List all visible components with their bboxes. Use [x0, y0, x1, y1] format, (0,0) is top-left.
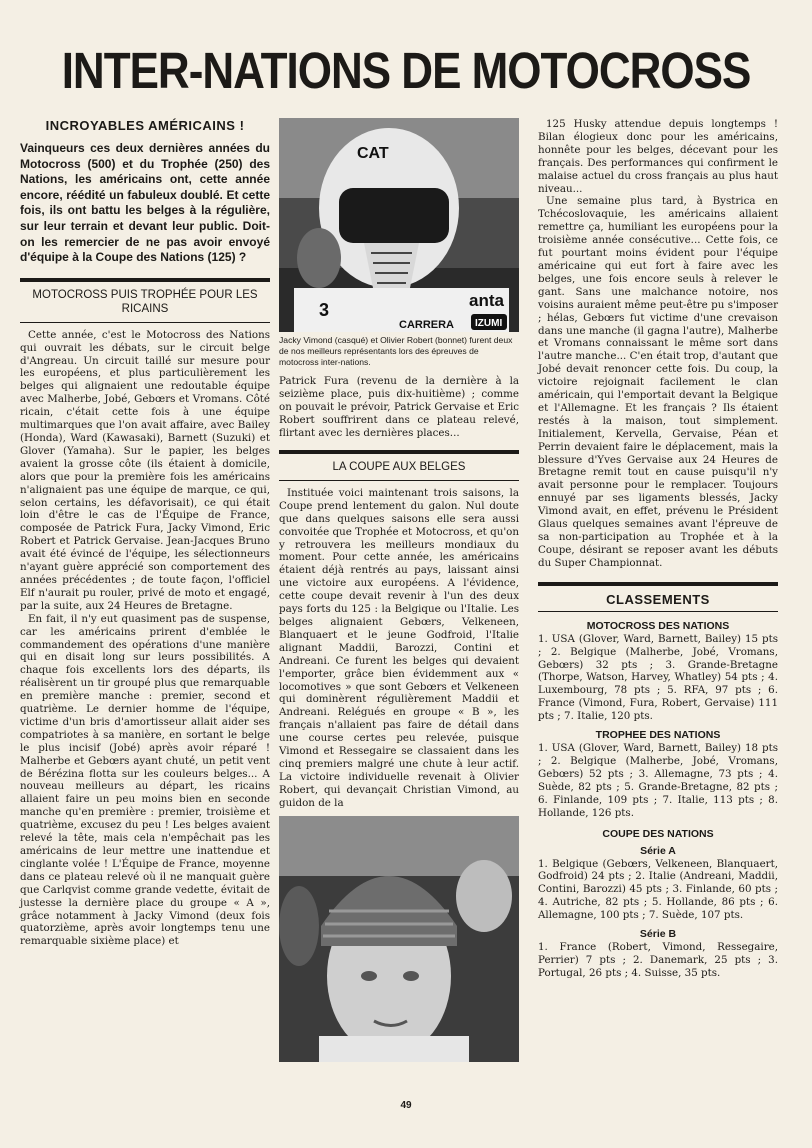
- article-body-col2: [279, 487, 519, 810]
- photo-caption: Jacky Vimond (casqué) et Olivier Robert (bonnet) furent deux de nos meilleurs représentants lors des épreuves de motocross inter-nations.: [279, 335, 513, 367]
- lead-heading: INCROYABLES AMÉRICAINS !: [45, 118, 245, 133]
- article-body-col3: [538, 118, 778, 570]
- lead-paragraph: Vainqueurs ces deux dernières années du Motocross (500) et du Trophée (250) des Nations, les américains ont, cette année encore, réédité un fabuleux doublé. Et cette fois, ils ont battu les belges à la régulière, sur leur terrain et devant leur public. Doit-on les remercier de ne pas avoir envoyé d'équipe à la Coupe des Nations (125) ?: [20, 141, 270, 265]
- body-paragraph: Une semaine plus tard, à Bystrica en Tchécoslovaquie, les américains allaient remettre ça, humiliant les européens pour la troisième année consécutive... Cette fois, ce fut pourtant moins évident pour l'équipe américaine qui eut fort à faire avec les belges, une fois encore seuls à relever le gant. Sans une malchance notoire, nos voisins auraient même peut-être pu s'imposer ; hélas, Gebœrs fut victime d'une crevaison dans une manche (il gagna l'autre), Malherbe et Vromans connaissant le même sort dans l'autre manche... C'en était trop, d'autant que Jobé devait renoncer cette fois. Du coup, la victoire rejoignait facilement le clan américain, qui l'emportait devant la Belgique et l'Allemagne. Et les français ? Ils étaient restés à la maison, tout simplement. Initialement, Kervella, Gervaise, Péan et Perrin devaient faire le déplacement, mais la blessure d'Yves Gervaise aux 24 Heures de Bretagne remit tout en cause puisqu'il n'y avait personne pour le remplacer. Toujours ennuyé par ses ligaments blessés, Jacky Vimond avait, en effet, prévenu le Président Glaus quelques semaines avant l'épreuve de sa non-participation au Trophée et à la Coupe, désirant se reposer avant les débuts du Super Championnat.: [538, 195, 778, 569]
- classements-heading: CLASSEMENTS: [606, 591, 710, 607]
- article-body-col1: [20, 329, 270, 949]
- sponsor-text: IZUMI: [475, 318, 503, 329]
- photo-helmet-rider: [279, 118, 519, 332]
- body-paragraph: Instituée voici maintenant trois saisons, la Coupe prend lentement du galon. Nul doute que dans quelques saisons elle sera aussi convoitée que Trophée et Motocross, et qu'on y retrouvera les meilleurs mondiaux du moment. Pour cette année, les américains étaient déjà rentrés au pays, laissant ainsi une victoire aux européens. A l'évidence, cette coupe devait revenir à l'un des deux pays forts du 125 : la Belgique ou l'Italie. Les belges alignaient Gebœrs, Velkeneen, Blanquaert et le jeune Godfroid, l'Italie alignant Maddii, Barozzi, Contini et Andreani. Ce furent les belges qui devaient l'emporter, grâce bien évidemment aux « locomotives » que sont Gebœrs et Velkeneen qui dominèrent régulièrement Maddii et Andreani. Relégués en groupe « B », les français n'allaient pas faire de détail dans une course certes peu relevée, puisque Vimond et Ressegaire se classaient dans les cinq premiers malgré une chute à leur actif. La victoire individuelle revenait à Olivier Robert, qui devançait Christian Vimond, au guidon de la: [279, 486, 519, 809]
- results-heading-trophee: TROPHEE DES NATIONS: [595, 729, 721, 742]
- body-paragraph: Patrick Fura (revenu de la dernière à la seizième place, puis dix-huitième) ; comme on pouvait le prévoir, Patrick Gervaise et Eric Robert souffrirent dans ce plateau relevé, flirtant avec les dernières places...: [279, 375, 519, 440]
- body-paragraph: En fait, il n'y eut quasiment pas de suspense, car les américains prirent d'emblée le commandement des opérations d'une manière qui en disait long sur leurs possibilités. A chaque fois excellents lors des départs, ils réalisèrent un tir groupé plus que remarquable en première manche : premier, second et quatrième. Le dernier homme de l'équipe, victime d'un bris d'amortisseur allait aider ses compatriotes à sa manière, en sortant le belge le plus incisif (Jobé) après avoir réparé ! Malherbe et Gebœrs ayant chuté, un petit vent de Bérézina flotta sur les couleurs belges... A nouveau meilleurs au départ, les ricains allaient faire un peu moins bien en seconde manche qu'en première : premier, troisième et quatrième, excusez du peu ! Les belges avaient relevé la tête, mais cela n'empêchait pas les américains de leur mettre une inattendue et cinglante volée ! L'Équipe de France, moyenne dans ce plateau relevé où il ne manquait guère que Carlqvist comme grande vedette, évitait de justesse la dernière place du groupe « A », grâce notamment à Jacky Vimond (deux fois quatorzième, après avoir longtemps tenu une remarquable sixième place) et: [20, 612, 270, 948]
- results-motocross: 1. USA (Glover, Ward, Barnett, Bailey) 15 pts ; 2. Belgique (Malherbe, Jobé, Vromans, Gebœrs) 32 pts ; 3. Grande-Bretagne (Thorpe, Watson, Harvey, Whatley) 54 pts ; 4. Luxembourg, 78 pts ; 5. RFA, 97 pts ; 6. France (Vimond, Fura, Robert, Gervaise) 111 pts ; 7. Italie, 120 pts.: [538, 632, 778, 723]
- page-title: INTER-NATIONS DE MOTOCROSS: [61, 43, 751, 100]
- results-heading-coupe: COUPE DES NATIONS: [602, 827, 714, 840]
- photo-beanie-illustration: [279, 816, 519, 1062]
- page-number: 49: [400, 1100, 412, 1111]
- helmet-brand-text: CAT: [357, 145, 389, 162]
- body-paragraph: Cette année, c'est le Motocross des Nations qui ouvrait les débats, sur le circuit belge d'Angreau. Un circuit taillé sur mesure pour les européens, et plus particulièrement les belges qui alignaient une redoutable équipe avec Malherbe, Jobé, Gebœrs et Vromans. Côté ricain, c'était cette fois à une équipe multimarques que l'on avait affaire, avec Bailey (Honda), Ward (Kawasaki), Barnett (Suzuki) et Glover (Yamaha). Sur le papier, les belges avaient la grosse côte (ils étaient à domicile, alors que pour la première fois les américains n'alignaient pas une équipe de marque, ce qui, selon certains, les défavorisait), ce qui était loin d'être le cas de l'Équipe de France, composée de Patrick Fura, Jacky Vimond, Eric Robert et Patrick Gervaise. Jean-Jacques Bruno avait été évincé de l'équipe, les sélectionneurs n'ayant guère apprécié son comportement des années précédentes ; de toute façon, l'officiel Elf n'aurait pu rouler, privé de moto et engagé, par la suite, aux 24 Heures de Bretagne.: [20, 328, 270, 612]
- results-serie-b: 1. France (Robert, Vimond, Ressegaire, Perrier) 7 pts ; 2. Danemark, 25 pts ; 3. Portugal, 26 pts ; 4. Suisse, 35 pts.: [538, 941, 778, 979]
- results-heading-serie-a: Série A: [640, 844, 676, 857]
- bib-number-text: 3: [319, 300, 330, 320]
- results-heading-serie-b: Série B: [639, 928, 677, 941]
- photo-helmet-illustration: [279, 118, 519, 332]
- photo-rider-beanie: [279, 816, 519, 1062]
- results-serie-a: 1. Belgique (Gebœrs, Velkeneen, Blanquaert, Godfroid) 24 pts ; 2. Italie (Andreani, Maddii, Contini, Barozzi) 45 pts ; 3. Finlande, 60 pts ; 4. Autriche, 82 pts ; 5. Hollande, 86 pts ; 6. Allemagne, 100 pts ; 7. Suède, 107 pts.: [538, 857, 778, 922]
- sponsor-text: CARRERA: [399, 319, 454, 331]
- column-middle: [279, 118, 519, 1062]
- results-heading-motocross: MOTOCROSS DES NATIONS: [586, 619, 730, 632]
- article-body-col2-top: [279, 375, 519, 440]
- column-left: [20, 118, 270, 948]
- column-right: [538, 118, 778, 980]
- section-heading-coupe: LA COUPE AUX BELGES: [332, 460, 466, 473]
- results-trophee: 1. USA (Glover, Ward, Barnett, Bailey) 18 pts ; 2. Belgique (Malherbe, Jobé, Vromans, Gebœrs) 52 pts ; 3. Allemagne, 73 pts ; 4. Suède, 82 pts ; 5. Grande-Bretagne, 82 pts ; 6. Finlande, 109 pts ; 7. Italie, 113 pts ; 8. Hollande, 126 pts.: [538, 742, 778, 819]
- section-heading-motocross: MOTOCROSS PUIS TROPHÉE POUR LES RICAINS: [32, 288, 258, 315]
- sponsor-text: anta: [469, 291, 504, 310]
- body-paragraph: 125 Husky attendue depuis longtemps ! Bilan élogieux donc pour les américains, honnête pour les belges, décevant pour les français. Des performances qui confirment le malaise actuel du cross français au plus haut niveau...: [538, 118, 778, 195]
